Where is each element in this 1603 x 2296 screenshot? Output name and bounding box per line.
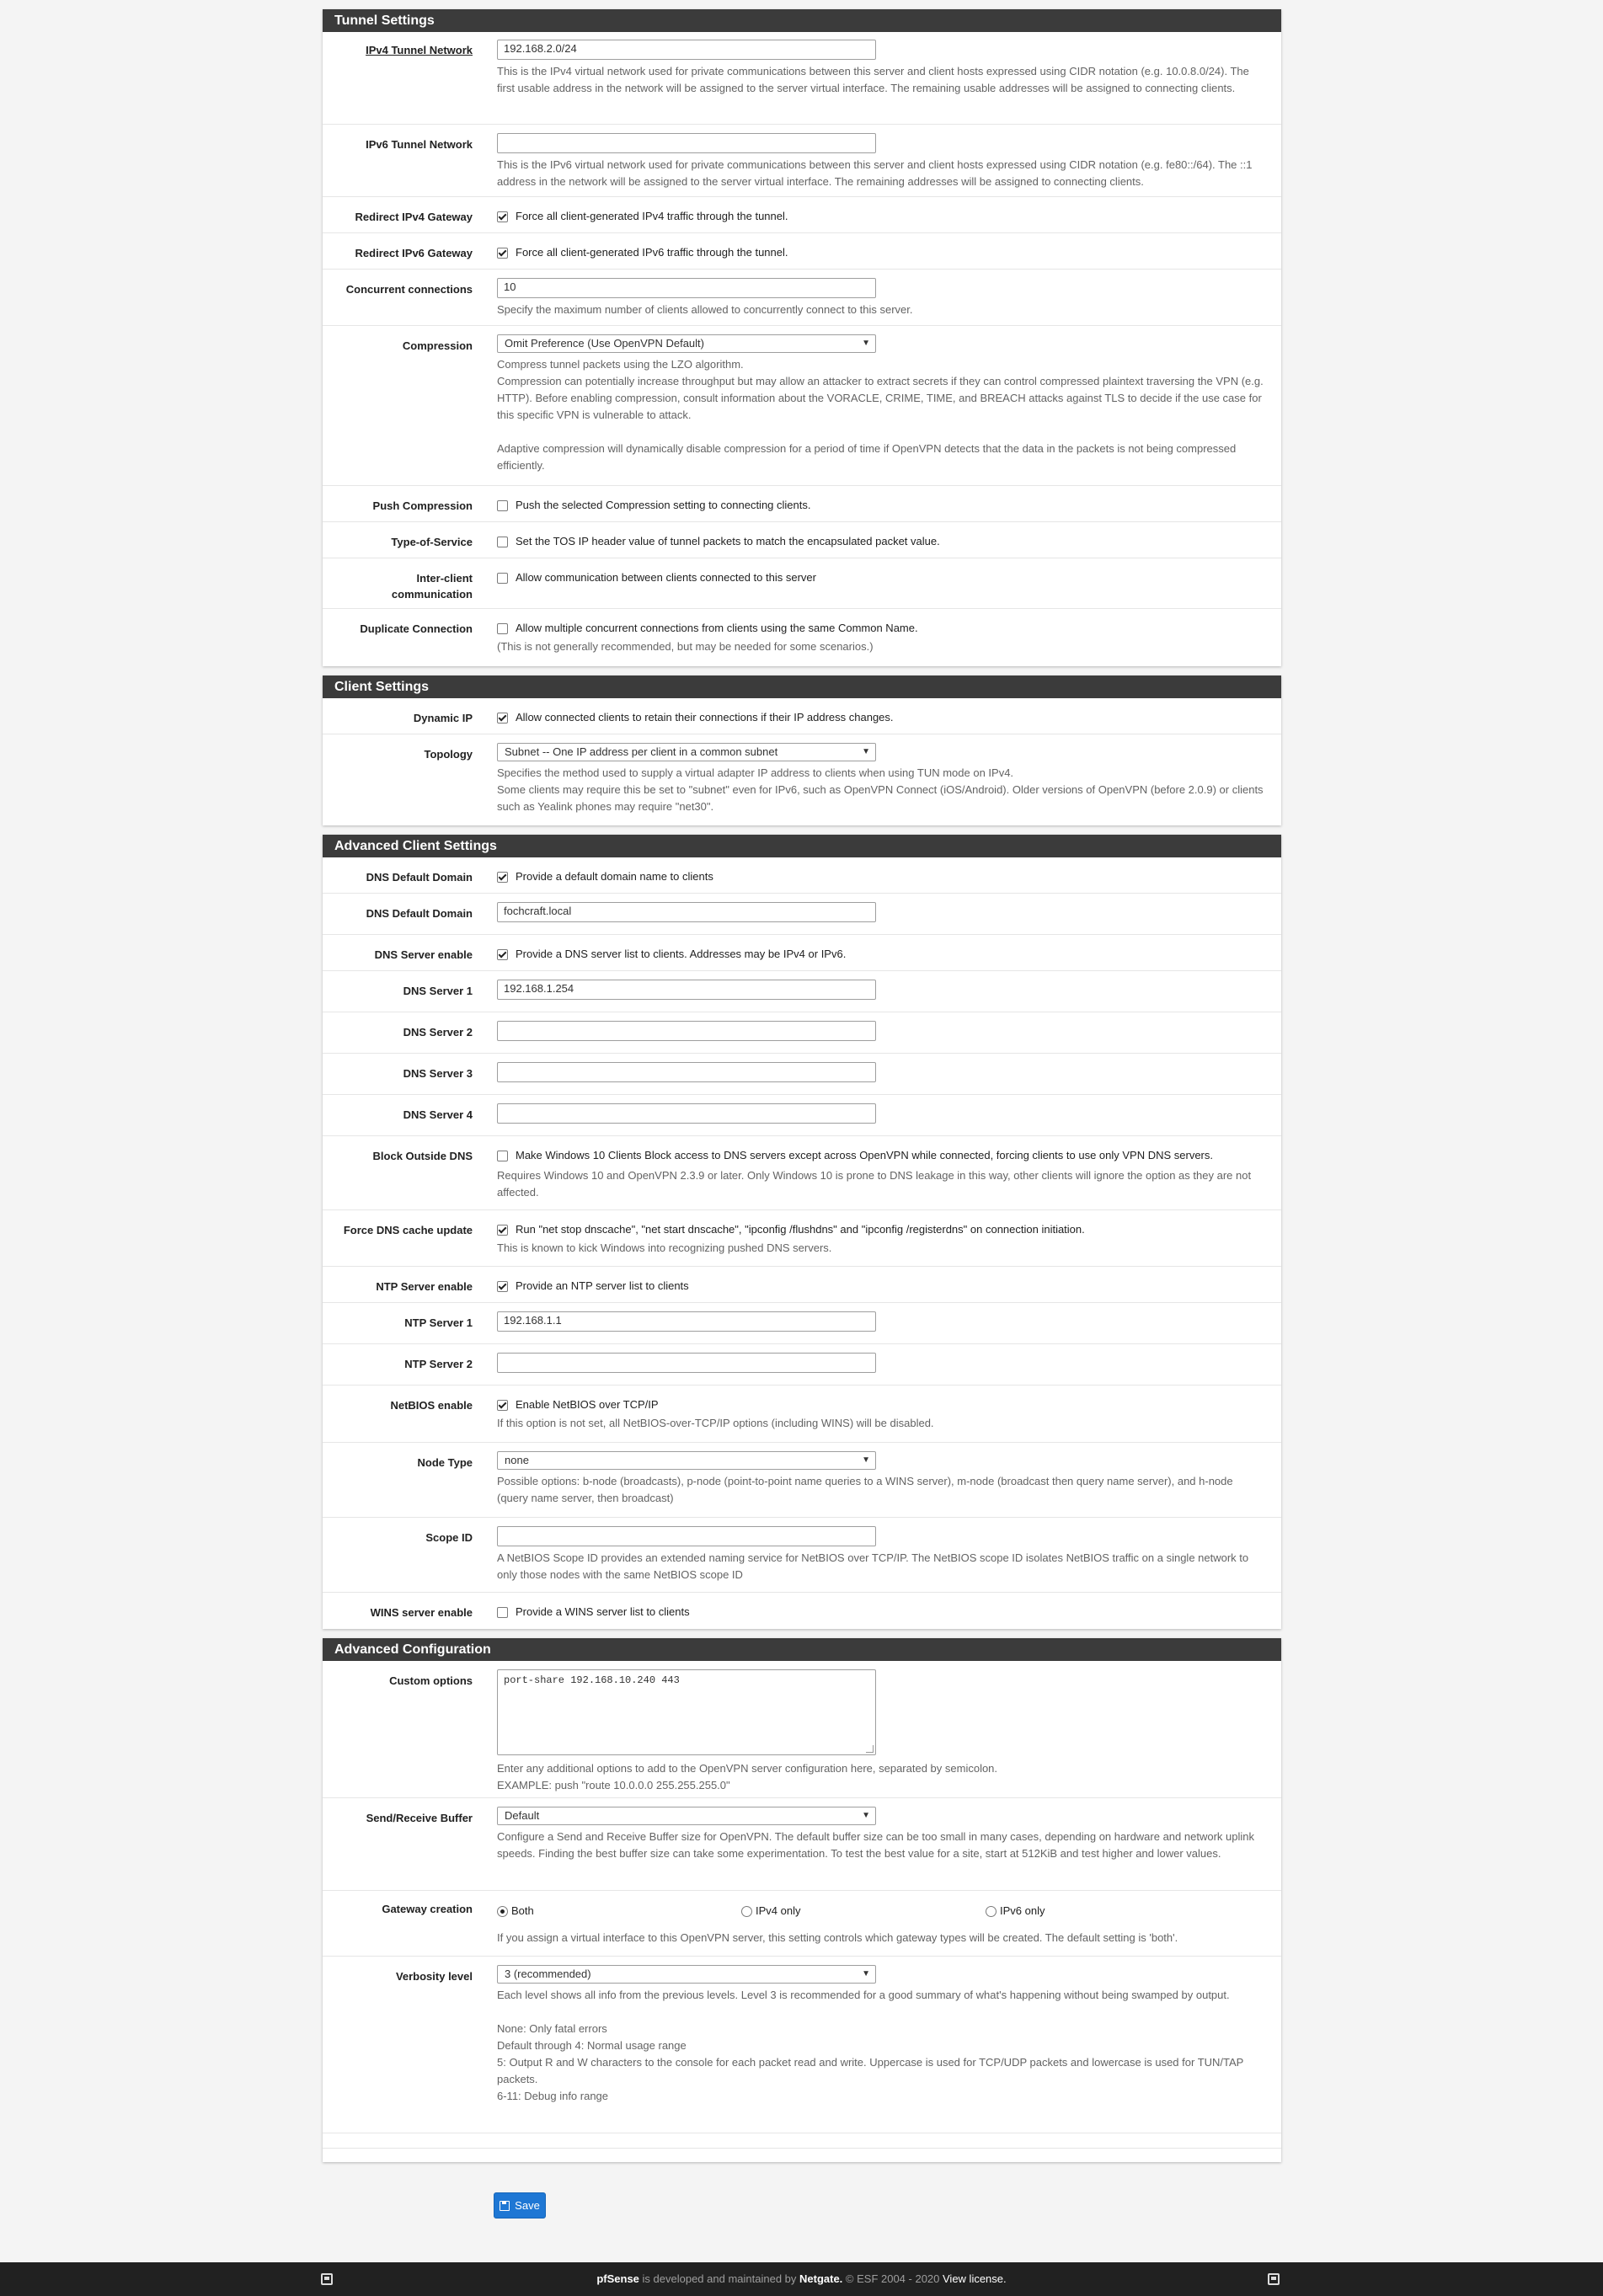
chevron-down-icon: ▼	[862, 747, 870, 756]
field-label: NTP Server 1	[404, 1316, 473, 1329]
field-label: Dynamic IP	[413, 712, 473, 724]
dns-server-3-input[interactable]	[497, 1062, 876, 1082]
dns-server-4-input[interactable]	[497, 1103, 876, 1124]
field-label: Redirect IPv6 Gateway	[355, 247, 473, 259]
block-outside-dns-row	[323, 1136, 1281, 1210]
checkbox-label: Provide a DNS server list to clients. Addresses may be IPv4 or IPv6.	[516, 948, 847, 960]
redirect-ipv4-checkbox[interactable]	[497, 211, 508, 222]
chevron-down-icon: ▼	[862, 1455, 870, 1465]
dns-server-enable-row	[323, 935, 1281, 971]
field-label: Send/Receive Buffer	[366, 1812, 473, 1824]
verbosity-level-select[interactable]: 3 (recommended) ▼	[497, 1965, 876, 1984]
checkbox-label: Push the selected Compression setting to connecting clients.	[516, 499, 811, 511]
force-dns-cache-row	[323, 1210, 1281, 1267]
gateway-ipv4-only-radio[interactable]	[741, 1906, 752, 1917]
concurrent-connections-input[interactable]: 10	[497, 278, 876, 298]
ntp-server-enable-row	[323, 1267, 1281, 1303]
help-text: This is the IPv6 virtual network used for private communications between this server and client hosts expressed using CIDR notation (e.g. fe80::/64). The ::1 address in the network will be assigned to the server virtual interface. The remaining addresses will be assigned to connecting clients.	[497, 158, 1253, 188]
field-label: DNS Server 3	[403, 1067, 473, 1080]
save-icon	[500, 2201, 510, 2211]
logo-icon	[1268, 2273, 1280, 2285]
help-text: (This is not generally recommended, but may be needed for some scenarios.)	[497, 640, 874, 653]
field-label: Inter-client communication	[391, 572, 473, 601]
dns-server-3-row	[323, 1054, 1281, 1095]
push-compression-row	[323, 486, 1281, 522]
save-button-label: Save	[515, 2199, 540, 2212]
field-label: Redirect IPv4 Gateway	[355, 211, 473, 223]
field-label: Scope ID	[425, 1531, 473, 1544]
help-text: 5: Output R and W characters to the console for each packet read and write. Uppercase is used for TCP/UDP packets and lowercase is used for TUN/TAP packets.	[497, 2056, 1244, 2085]
chevron-down-icon: ▼	[862, 339, 870, 348]
radio-label: IPv4 only	[756, 1904, 801, 1917]
force-dns-cache-checkbox[interactable]	[497, 1225, 508, 1236]
field-label: DNS Default Domain	[366, 907, 473, 920]
field-label: Push Compression	[372, 499, 473, 512]
redirect-ipv6-checkbox[interactable]	[497, 248, 508, 259]
help-text: Specify the maximum number of clients allowed to concurrently connect to this server.	[497, 303, 913, 316]
redirect-ipv6-row	[323, 233, 1281, 270]
checkbox-label: Set the TOS IP header value of tunnel packets to match the encapsulated packet value.	[516, 535, 940, 547]
field-label: NTP Server enable	[376, 1280, 473, 1293]
footer	[0, 2262, 1603, 2296]
compression-select[interactable]: Omit Preference (Use OpenVPN Default) ▼	[497, 334, 876, 353]
field-label: Force DNS cache update	[343, 1224, 473, 1236]
empty-row	[323, 2133, 1281, 2149]
gateway-creation-row	[323, 1891, 1281, 1957]
checkbox-label: Provide an NTP server list to clients	[516, 1279, 689, 1292]
netbios-enable-row	[323, 1386, 1281, 1443]
field-label: Block Outside DNS	[372, 1150, 473, 1162]
field-label: Duplicate Connection	[360, 622, 473, 635]
type-of-service-row	[323, 522, 1281, 558]
help-text: This is the IPv4 virtual network used for private communications between this server and client hosts expressed using CIDR notation (e.g. 10.0.8.0/24). The first usable address in the network will be assigned to the server virtual interface. The remaining usable addresses will be assigned to connecting clients.	[497, 65, 1249, 94]
send-receive-buffer-row	[323, 1798, 1281, 1891]
custom-options-textarea[interactable]: port-share 192.168.10.240 443	[497, 1669, 876, 1755]
field-label: Gateway creation	[382, 1903, 473, 1915]
checkbox-label: Run "net stop dnscache", "net start dnscache", "ipconfig /flushdns" and "ipconfig /registerdns" on connection initiation.	[516, 1223, 1085, 1236]
help-text: Compress tunnel packets using the LZO algorithm.	[497, 358, 744, 371]
field-label: DNS Default Domain	[366, 871, 473, 884]
checkbox-label: Provide a WINS server list to clients	[516, 1605, 690, 1618]
ipv6-tunnel-network-row	[323, 125, 1281, 197]
dns-server-4-row	[323, 1095, 1281, 1136]
company-link[interactable]: Netgate.	[799, 2272, 843, 2285]
field-label: Node Type	[417, 1456, 473, 1469]
save-button[interactable]	[494, 2192, 546, 2219]
node-type-row	[323, 1443, 1281, 1518]
field-label: Type-of-Service	[391, 536, 473, 548]
checkbox-label: Enable NetBIOS over TCP/IP	[516, 1398, 659, 1411]
dns-server-enable-checkbox[interactable]	[497, 949, 508, 960]
field-label: DNS Server 1	[403, 985, 473, 997]
radio-label: Both	[511, 1904, 534, 1917]
compression-row	[323, 326, 1281, 486]
ntp-server-enable-checkbox[interactable]	[497, 1281, 508, 1292]
field-label: Compression	[402, 339, 473, 352]
field-label: DNS Server 4	[403, 1108, 473, 1121]
dns-default-domain-checkbox[interactable]	[497, 872, 508, 883]
radio-label: IPv6 only	[1000, 1904, 1045, 1917]
concurrent-connections-row	[323, 270, 1281, 326]
dynamic-ip-row	[323, 698, 1281, 734]
footer-text: pfSense is developed and maintained by Netgate. © ESF 2004 - 2020 View license.	[596, 2272, 1007, 2285]
help-text: Possible options: b-node (broadcasts), p-node (point-to-point name queries to a WINS server), m-node (broadcast then query name server), and h-node (query name server, then broadcast)	[497, 1475, 1233, 1504]
verbosity-level-row	[323, 1957, 1281, 2133]
brand-name: pfSense	[596, 2272, 639, 2285]
field-label[interactable]: IPv4 Tunnel Network	[366, 44, 473, 56]
ipv6-tunnel-network-input[interactable]	[497, 133, 876, 153]
inter-client-row	[323, 558, 1281, 609]
checkbox-label: Allow connected clients to retain their connections if their IP address changes.	[516, 711, 894, 724]
ipv4-tunnel-network-row	[323, 32, 1281, 125]
push-compression-checkbox[interactable]	[497, 500, 508, 511]
panel-heading: Advanced Client Settings	[323, 835, 1281, 857]
checkbox-label: Force all client-generated IPv6 traffic through the tunnel.	[516, 246, 788, 259]
field-label: NTP Server 2	[404, 1358, 473, 1370]
dns-default-domain-input[interactable]: fochcraft.local	[497, 902, 876, 922]
help-text: Specifies the method used to supply a virtual adapter IP address to clients when using TUN mode on IPv4.	[497, 766, 1014, 779]
chevron-down-icon: ▼	[862, 1811, 870, 1820]
field-label: IPv6 Tunnel Network	[366, 138, 473, 151]
duplicate-connection-checkbox[interactable]	[497, 623, 508, 634]
help-text: Configure a Send and Receive Buffer size for OpenVPN. The default buffer size can be too small in many cases, depending on hardware and network uplink speeds. Finding the best buffer size can take some experimentation. To test the best value for a site, start at 512KiB and test higher and lower values.	[497, 1830, 1254, 1860]
ipv4-tunnel-network-input[interactable]: 192.168.2.0/24	[497, 40, 876, 60]
node-type-select[interactable]: none ▼	[497, 1451, 876, 1470]
dns-server-1-input[interactable]: 192.168.1.254	[497, 980, 876, 1000]
redirect-ipv4-row	[323, 197, 1281, 233]
ntp-server-2-row	[323, 1344, 1281, 1386]
help-text: If this option is not set, all NetBIOS-over-TCP/IP options (including WINS) will be disabled.	[497, 1417, 934, 1429]
ntp-server-1-row	[323, 1303, 1281, 1344]
field-label: WINS server enable	[370, 1606, 473, 1619]
client-settings-panel	[323, 675, 1281, 825]
field-label: Custom options	[389, 1674, 473, 1687]
checkbox-label: Allow communication between clients connected to this server	[516, 571, 816, 584]
panel-heading: Client Settings	[323, 675, 1281, 698]
topology-select[interactable]: Subnet -- One IP address per client in a common subnet ▼	[497, 743, 876, 761]
help-text: Default through 4: Normal usage range	[497, 2039, 687, 2052]
scope-id-input[interactable]	[497, 1526, 876, 1546]
gateway-ipv6-only-radio[interactable]	[986, 1906, 997, 1917]
duplicate-connection-row	[323, 609, 1281, 666]
wins-server-enable-row	[323, 1593, 1281, 1629]
ntp-server-1-input[interactable]: 192.168.1.1	[497, 1311, 876, 1332]
help-text: Some clients may require this be set to "subnet" even for IPv6, such as OpenVPN Connect (iOS/Android). Older versions of OpenVPN (before 2.0.9) or clients such as Yealink phones may require "net30".	[497, 783, 1264, 813]
dns-server-2-input[interactable]	[497, 1021, 876, 1041]
advanced-configuration-panel	[323, 1638, 1281, 2162]
help-text: Enter any additional options to add to the OpenVPN server configuration here, separated by semicolon.	[497, 1762, 998, 1775]
wins-server-enable-checkbox[interactable]	[497, 1607, 508, 1618]
send-receive-buffer-select[interactable]: Default ▼	[497, 1807, 876, 1825]
field-label: DNS Server 2	[403, 1026, 473, 1039]
advanced-client-settings-panel	[323, 835, 1281, 1629]
field-label: NetBIOS enable	[390, 1399, 473, 1412]
field-label: Topology	[424, 748, 473, 761]
help-text: Adaptive compression will dynamically disable compression for a period of time if OpenVPN detects that the data in the packets is not being compressed efficiently.	[497, 442, 1237, 472]
empty-row	[323, 2149, 1281, 2162]
tunnel-settings-panel	[323, 9, 1281, 666]
scope-id-row	[323, 1518, 1281, 1593]
view-license-link[interactable]: View license.	[943, 2272, 1007, 2285]
field-label: DNS Server enable	[374, 948, 473, 961]
resize-handle-icon[interactable]	[866, 1745, 874, 1753]
help-text: Each level shows all info from the previous levels. Level 3 is recommended for a good summary of what's happening without being swamped by output.	[497, 1989, 1230, 2001]
ntp-server-2-input[interactable]	[497, 1353, 876, 1373]
field-label: Concurrent connections	[345, 283, 473, 296]
help-text: Compression can potentially increase throughput but may allow an attacker to extract secrets if they can control compressed plaintext traversing the VPN (e.g. HTTP). Before enabling compression, consult information about the VORACLE, CRIME, TIME, and BREACH attacks against TLS to decide if the use case for this specific VPN is vulnerable to attack.	[497, 375, 1264, 421]
checkbox-label: Allow multiple concurrent connections from clients using the same Common Name.	[516, 622, 918, 634]
help-text: None: Only fatal errors	[497, 2022, 607, 2035]
help-text: This is known to kick Windows into recognizing pushed DNS servers.	[497, 1241, 832, 1254]
dynamic-ip-checkbox[interactable]	[497, 713, 508, 724]
checkbox-label: Make Windows 10 Clients Block access to DNS servers except across OpenVPN while connected, forcing clients to use only VPN DNS servers.	[516, 1149, 1214, 1161]
block-outside-dns-checkbox[interactable]	[497, 1151, 508, 1161]
help-text: A NetBIOS Scope ID provides an extended naming service for NetBIOS over TCP/IP. The NetBIOS scope ID isolates NetBIOS traffic on a single network to only those nodes with the same NetBIOS scope ID	[497, 1551, 1249, 1581]
netbios-enable-checkbox[interactable]	[497, 1400, 508, 1411]
panel-heading: Tunnel Settings	[323, 9, 1281, 32]
dns-default-domain-enable-row	[323, 857, 1281, 894]
custom-options-row	[323, 1661, 1281, 1798]
checkbox-label: Provide a default domain name to clients	[516, 870, 713, 883]
field-label: Verbosity level	[395, 1970, 473, 1983]
help-text: 6-11: Debug info range	[497, 2090, 609, 2102]
help-text: EXAMPLE: push "route 10.0.0.0 255.255.255.0"	[497, 1779, 730, 1791]
checkbox-label: Force all client-generated IPv4 traffic through the tunnel.	[516, 210, 788, 222]
dns-server-2-row	[323, 1012, 1281, 1054]
inter-client-checkbox[interactable]	[497, 573, 508, 584]
help-text: If you assign a virtual interface to this OpenVPN server, this setting controls which gateway types will be created. The default setting is 'both'.	[497, 1931, 1178, 1944]
panel-heading: Advanced Configuration	[323, 1638, 1281, 1661]
type-of-service-checkbox[interactable]	[497, 537, 508, 547]
dns-server-1-row	[323, 971, 1281, 1012]
gateway-both-radio[interactable]	[497, 1906, 508, 1917]
chevron-down-icon: ▼	[862, 1969, 870, 1978]
help-text: Requires Windows 10 and OpenVPN 2.3.9 or later. Only Windows 10 is prone to DNS leakage in this way, other clients will ignore the option as they are not affected.	[497, 1169, 1252, 1199]
topology-row	[323, 734, 1281, 825]
dns-default-domain-row	[323, 894, 1281, 935]
